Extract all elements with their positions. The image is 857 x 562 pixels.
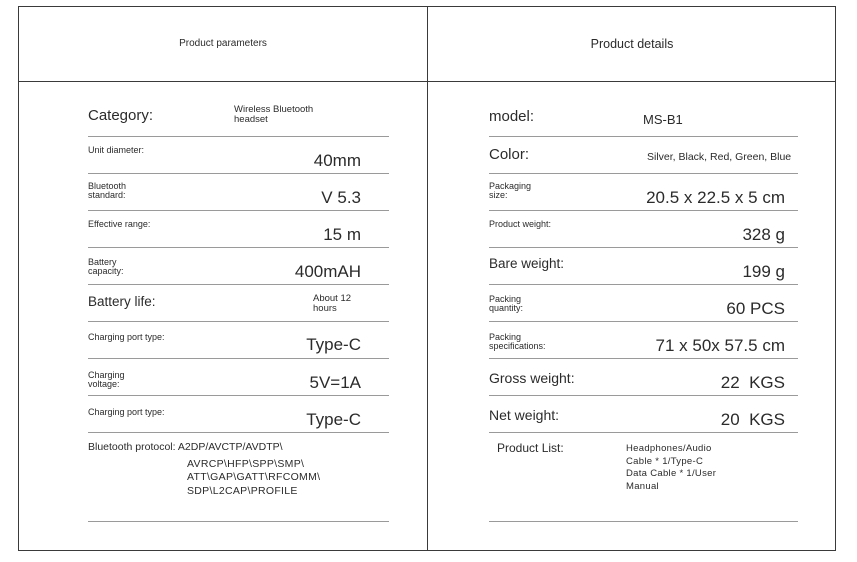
row-packaging-size <box>489 174 798 211</box>
row-label: Color: <box>489 146 530 163</box>
row-unit-diameter <box>88 137 389 174</box>
row-packing-specifications <box>489 322 798 359</box>
row-net-weight <box>489 396 798 433</box>
row-value: 20 KGS <box>720 410 785 429</box>
row-value: 20.5 x 22.5 x 5 cm <box>646 188 785 207</box>
row-value: 15 m <box>323 225 361 244</box>
row-category <box>88 100 389 137</box>
row-value: V 5.3 <box>321 188 361 207</box>
header-divider <box>18 81 836 82</box>
row-label: Gross weight: <box>489 370 575 386</box>
row-value: 60 PCS <box>726 299 785 318</box>
row-label: Charging port type: <box>88 332 165 342</box>
row-battery-capacity <box>88 248 389 285</box>
row-packing-quantity <box>489 285 798 322</box>
row-value: Type-C <box>306 335 361 354</box>
row-label: Packing specifications: <box>489 332 546 352</box>
row-label: Charging voltage: <box>88 370 125 390</box>
row-value: 71 x 50x 57.5 cm <box>655 336 785 355</box>
row-label: Charging port type: <box>88 407 165 417</box>
product-list-text: Headphones/Audio Cable * 1/Type-C Data Cable * 1/User Manual <box>626 443 717 492</box>
row-label: Bare weight: <box>489 256 565 271</box>
row-label: Packaging size: <box>489 181 532 201</box>
row-value: MS-B1 <box>643 112 683 127</box>
row-battery-life <box>88 285 389 322</box>
row-label: Category: <box>88 107 154 124</box>
row-value: Type-C <box>306 410 361 429</box>
row-product-weight <box>489 211 798 248</box>
row-value: About 12 hours <box>313 293 352 314</box>
bluetooth-protocol-text: Bluetooth protocol: A2DP/AVCTP/AVDTP\ AVRCP\HFP\SPP\SMP\ ATT\GAP\GATT\RFCOMM\ SDP\L2CAP\PROFILE <box>88 441 321 497</box>
row-effective-range <box>88 211 389 248</box>
row-charging-voltage <box>88 359 389 396</box>
row-bare-weight <box>489 248 798 285</box>
row-bluetooth-standard <box>88 174 389 211</box>
row-label: Packing quantity: <box>489 294 524 314</box>
row-value: 400mAH <box>294 262 361 281</box>
row-charging-port-type-2 <box>88 396 389 433</box>
row-charging-port-type <box>88 322 389 359</box>
row-value: 40mm <box>313 151 361 170</box>
row-label: Battery capacity: <box>88 257 124 277</box>
header-product-parameters: Product parameters <box>179 38 267 49</box>
row-value: Silver, Black, Red, Green, Blue <box>647 151 792 163</box>
column-divider <box>427 6 428 551</box>
row-label: Bluetooth standard: <box>88 181 127 201</box>
row-value: 328 g <box>742 225 785 244</box>
row-value: Wireless Bluetooth headset <box>234 104 314 125</box>
row-color <box>489 137 798 174</box>
row-label: Unit diameter: <box>88 145 145 155</box>
row-label: model: <box>489 108 535 125</box>
row-label: Effective range: <box>88 219 151 229</box>
row-model <box>489 100 798 137</box>
row-value: 199 g <box>742 262 785 281</box>
row-label: Product List: <box>497 441 564 455</box>
header-product-details: Product details <box>590 36 674 51</box>
row-value: 5V=1A <box>309 373 361 392</box>
row-label: Battery life: <box>88 294 156 309</box>
row-value: 22 KGS <box>720 373 785 392</box>
row-label: Product weight: <box>489 219 552 229</box>
row-gross-weight <box>489 359 798 396</box>
row-label: Net weight: <box>489 407 560 423</box>
